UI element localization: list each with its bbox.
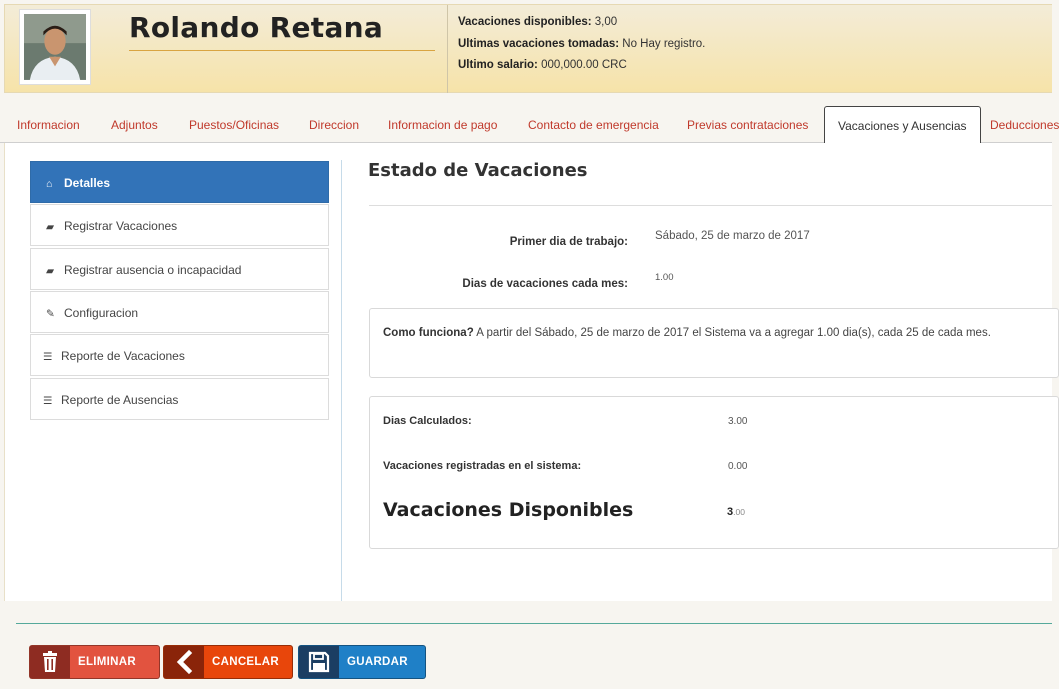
stat-ultimas-vacaciones — [458, 34, 705, 56]
sidebar-item-label: Reporte de Ausencias — [61, 393, 179, 407]
employee-stats — [458, 12, 705, 77]
list-icon: ☰ — [43, 351, 53, 363]
home-icon: ⌂ — [46, 178, 53, 190]
tab-vacaciones-y-ausencias[interactable]: Vacaciones y Ausencias — [824, 106, 981, 143]
tab-previas-contrataciones[interactable]: Previas contrataciones — [687, 118, 809, 132]
stat-label: Ultimo salario: — [458, 59, 538, 71]
vacaciones-registradas-value: 0.00 — [728, 461, 748, 472]
tab-bar — [0, 106, 1059, 143]
floppy-disk-icon — [299, 646, 339, 678]
dias-calculados-label: Dias Calculados: — [383, 415, 472, 427]
days-per-month-value: 1.00 — [655, 272, 674, 283]
sidebar-item-reporte-vacaciones[interactable] — [30, 334, 329, 376]
sidebar-item-registrar-ausencia[interactable] — [30, 248, 329, 290]
employee-header — [4, 4, 1052, 93]
stat-value: 000,000.00 CRC — [541, 59, 627, 71]
header-divider — [447, 5, 448, 93]
tab-contacto-de-emergencia[interactable]: Contacto de emergencia — [528, 118, 659, 132]
employee-name: Rolando Retana — [129, 11, 435, 51]
chevron-left-icon — [164, 646, 204, 678]
sidebar-item-registrar-vacaciones[interactable] — [30, 204, 329, 246]
how-it-works-note — [383, 327, 991, 339]
sidebar-item-label: Reporte de Vacaciones — [61, 349, 185, 363]
cancel-button-label: CANCELAR — [212, 656, 279, 668]
sidebar-item-label: Registrar Vacaciones — [64, 219, 178, 233]
first-day-value: Sábado, 25 de marzo de 2017 — [655, 230, 810, 242]
dias-calculados-value: 3.00 — [728, 416, 748, 427]
info-box — [369, 308, 1059, 378]
tab-deducciones[interactable]: Deducciones — [990, 118, 1059, 132]
tab-direccion[interactable]: Direccion — [309, 118, 360, 132]
stat-ultimo-salario — [458, 55, 705, 77]
pencil-icon: ✎ — [46, 308, 55, 320]
vacaciones-disponibles-value — [727, 506, 745, 518]
stat-vacaciones-disponibles — [458, 12, 705, 34]
avatar — [19, 9, 91, 85]
note-text: A partir del Sábado, 25 de marzo de 2017 el Sistema va a agregar 1.00 dia(s), cada 25 de cada mes. — [476, 327, 991, 339]
trash-icon — [30, 646, 70, 678]
footer-divider — [16, 623, 1052, 624]
sidebar-item-detalles[interactable] — [30, 161, 329, 203]
sidebar-item-label: Configuracion — [64, 306, 139, 320]
stat-value: 3,00 — [594, 16, 618, 28]
days-per-month-label: Dias de vacaciones cada mes: — [462, 278, 628, 290]
tab-adjuntos[interactable]: Adjuntos — [111, 118, 158, 132]
save-button-label: GUARDAR — [347, 656, 408, 668]
sidebar-item-label: Registrar ausencia o incapacidad — [64, 263, 242, 277]
stat-value: No Hay registro. — [622, 37, 706, 50]
title-divider — [369, 205, 1052, 206]
stat-label: Ultimas vacaciones tomadas: — [458, 37, 620, 50]
delete-button-label: ELIMINAR — [78, 656, 136, 668]
first-day-label: Primer dia de trabajo: — [509, 236, 628, 248]
stat-label: Vacaciones disponibles: — [458, 16, 592, 28]
page-title: Estado de Vacaciones — [368, 160, 588, 181]
disponibles-integer: 3 — [727, 506, 734, 518]
sidebar-divider — [341, 160, 342, 601]
book-icon: ▰ — [46, 221, 55, 233]
vacaciones-registradas-label: Vacaciones registradas en el sistema: — [383, 460, 582, 472]
profile-photo — [24, 14, 86, 80]
save-button[interactable] — [298, 645, 426, 679]
vacaciones-disponibles-label: Vacaciones Disponibles — [383, 499, 634, 521]
disponibles-decimal: .00 — [733, 507, 745, 517]
list-icon: ☰ — [43, 395, 53, 407]
tab-puestos-oficinas[interactable]: Puestos/Oficinas — [189, 118, 280, 132]
tab-informacion-de-pago[interactable]: Informacion de pago — [388, 118, 498, 132]
cancel-button[interactable] — [163, 645, 293, 679]
sidebar-item-label: Detalles — [64, 176, 111, 190]
note-title: Como funciona? — [383, 327, 474, 339]
book-icon: ▰ — [46, 265, 55, 277]
delete-button[interactable] — [29, 645, 160, 679]
calculation-box — [369, 396, 1059, 549]
sidebar-item-configuracion[interactable] — [30, 291, 329, 333]
sidebar-item-reporte-ausencias[interactable] — [30, 378, 329, 420]
tab-informacion[interactable]: Informacion — [17, 118, 80, 132]
